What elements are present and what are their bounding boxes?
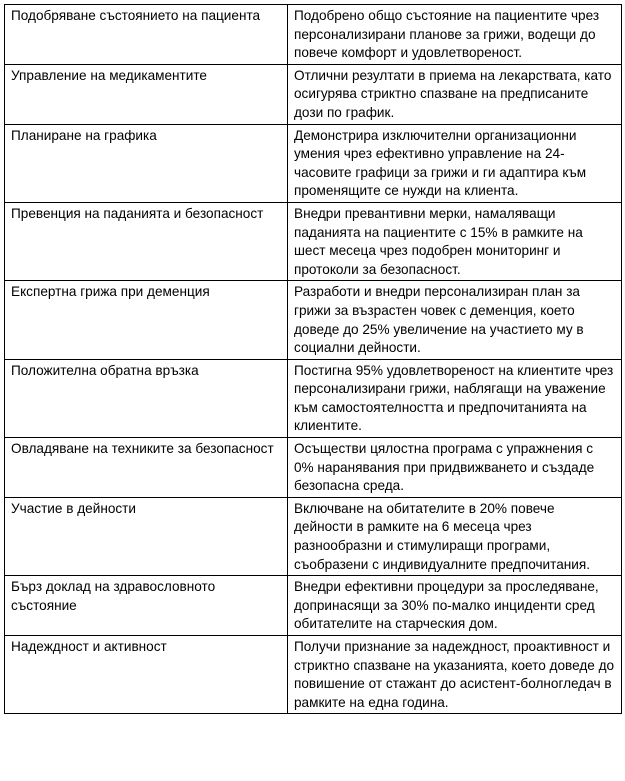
skills-achievements-table [4,4,622,714]
achievement-cell: Разработи и внедри персонализиран план за грижи за възрастен човек с деменция, което доведе до 25% увеличение на участието му в социални дейности. [288,281,622,359]
table-row [5,5,622,65]
table-row [5,438,622,498]
table-row [5,281,622,359]
skill-cell: Управление на медикаментите [5,64,288,124]
skill-cell: Участие в дейности [5,497,288,575]
table-row [5,202,622,280]
achievement-cell: Получи признание за надеждност, проактивност и стриктно спазване на указанията, което доведе до повишение от стажант до асистент-болногледач в рамките на една година. [288,636,622,714]
table-row [5,576,622,636]
achievement-cell: Отлични резултати в приема на лекарствата, като осигурява стриктно спазване на предписаните дози по график. [288,64,622,124]
achievement-cell: Осъществи цялостна програма с упражнения с 0% наранявания при придвижването и създаде безопасна среда. [288,438,622,498]
skill-cell: Превенция на паданията и безопасност [5,202,288,280]
skill-cell: Надеждност и активност [5,636,288,714]
achievement-cell: Демонстрира изключителни организационни умения чрез ефективно управление на 24-часовите графици за грижи и ги адаптира към променящите се нужди на клиента. [288,124,622,202]
table-body [5,5,622,714]
table-row [5,124,622,202]
skill-cell: Планиране на графика [5,124,288,202]
achievement-cell: Внедри превантивни мерки, намаляващи паданията на пациентите с 15% в рамките на шест месеца чрез подобрен мониторинг и протоколи за безопасност. [288,202,622,280]
achievement-cell: Внедри ефективни процедури за проследяване, допринасящи за 30% по-малко инциденти сред обитателите на старческия дом. [288,576,622,636]
skill-cell: Овладяване на техниките за безопасност [5,438,288,498]
skill-cell: Положителна обратна връзка [5,359,288,437]
skill-cell: Експертна грижа при деменция [5,281,288,359]
achievement-cell: Подобрено общо състояние на пациентите чрез персонализирани планове за грижи, водещи до повече комфорт и удовлетвореност. [288,5,622,65]
table-row [5,636,622,714]
skill-cell: Бърз доклад на здравословното състояние [5,576,288,636]
table-row [5,497,622,575]
table-row [5,64,622,124]
achievement-cell: Постигна 95% удовлетвореност на клиентите чрез персонализирани грижи, наблягащи на уважение към самостоятелността и предпочитанията на клиентите. [288,359,622,437]
table-row [5,359,622,437]
achievement-cell: Включване на обитателите в 20% повече дейности в рамките на 6 месеца чрез разнообразни и стимулиращи програми, съобразени с индивидуалните предпочитания. [288,497,622,575]
skill-cell: Подобряване състоянието на пациента [5,5,288,65]
